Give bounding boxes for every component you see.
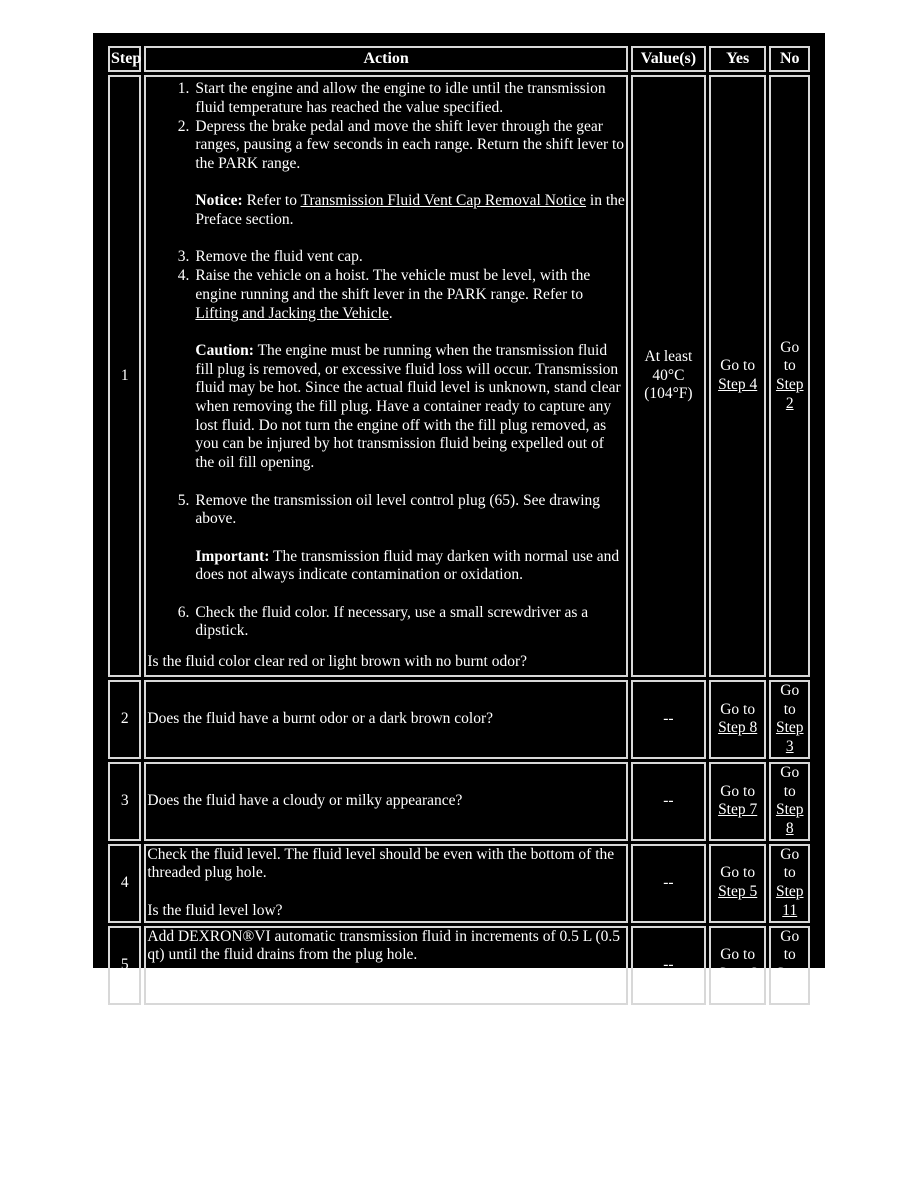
value-cell: -- [631,926,706,1005]
step-question: Did you add more than 1.5 L (1.6 qt) to the transmission? [147,983,504,1001]
notice-label: Notice: [195,192,243,210]
yes-cell: Go to Step 7 [709,762,767,841]
goto-step-link[interactable]: Step 6 [718,965,758,983]
no-cell: Go to Step 8 [769,762,810,841]
list-item: 1. Start the engine and allow the engine to idle until the transmission fluid temperature has reached the value specified. [177,80,606,116]
step-question: Is the fluid level low? [147,901,283,919]
step-number: 2 [108,680,141,759]
goto-step-link[interactable]: 11 [782,983,798,1001]
step-number: 5 [108,926,141,1005]
caution-note: Caution: The engine must be running when the transmission fluid fill plug is removed, or excessive fluid loss will occur. Transmission fluid may be hot. Since the actual fluid level is unknown, stand clear when removing the fill plug. Have a container ready to capture any lost fluid. Do not turn the engine off with the fill plug removed, as you can be injured by hot transmission fluid being expelled out of the oil fill opening. [195,341,621,472]
step-question: Does the fluid have a burnt odor or a dark brown color? [144,680,628,759]
no-cell: Go to Step 2 [769,75,810,677]
goto-step-link[interactable]: Step [775,719,804,737]
procedure-list [147,248,625,323]
step-number: 1 [108,75,141,677]
table-row-step-1 [108,75,810,677]
goto-step-link[interactable]: 11 [782,901,798,919]
goto-step-link[interactable]: 2 [785,394,794,412]
no-cell: Go to Step 11 [769,926,810,1005]
goto-step-link[interactable]: Step 4 [718,376,758,393]
action-cell [144,926,628,1005]
no-cell: Go to Step 3 [769,680,810,759]
header-step: Step [108,46,141,72]
action-cell [144,844,628,923]
goto-step-link[interactable]: Step 7 [718,801,758,819]
header-values: Value(s) [631,46,706,72]
diagnostic-table-page [93,33,825,1001]
list-item: 4. Raise the vehicle on a hoist. The vehicle must be level, with the engine running and the shift lever in the PARK range. Refer to Lifting and Jacking the Vehicle. [177,267,591,322]
value-cell: -- [631,762,706,841]
list-item: 2. Depress the brake pedal and move the shift lever through the gear ranges, pausing a few seconds in each range. Return the shift lever to the PARK range. [177,117,625,172]
procedure-list [147,492,625,529]
step-number: 4 [108,844,141,923]
yes-cell: Go to Step 6 [709,926,767,1005]
header-no: No [769,46,810,72]
table-row-step-5 [108,926,810,1005]
no-cell: Go to Step 11 [769,844,810,923]
step-instruction: Add DEXRON®VI automatic transmission fluid in increments of 0.5 L (0.5 qt) until the fluid drains from the plug hole. [147,927,621,964]
goto-step-link[interactable]: Step 8 [718,719,758,737]
procedure-list [147,604,625,641]
table-row-step-3 [108,762,810,841]
list-item: 5. Remove the transmission oil level control plug (65). See drawing above. [177,491,601,528]
lifting-jacking-link[interactable]: Lifting and Jacking the Vehicle [195,304,389,322]
step-question: Does the fluid have a cloudy or milky appearance? [144,762,628,841]
yes-cell: Go to Step 8 [709,680,767,759]
header-row [108,46,810,72]
yes-cell: Go to Step 4 [709,75,767,677]
header-yes: Yes [709,46,767,72]
goto-step-link[interactable]: Step 5 [718,883,758,901]
step-instruction: Check the fluid level. The fluid level should be even with the bottom of the threaded plug hole. [147,845,615,882]
goto-step-link[interactable]: Step [775,883,804,901]
table-row-step-4 [108,844,810,923]
important-note: Important: The transmission fluid may darken with normal use and does not always indicate contamination or oxidation. [195,547,620,584]
goto-step-link[interactable]: 8 [785,819,794,837]
list-item: 6. Check the fluid color. If necessary, use a small screwdriver as a dipstick. [177,603,589,640]
goto-step-link[interactable]: Step [775,965,804,983]
list-item: 3. Remove the fluid vent cap. [177,248,363,266]
goto-step-link[interactable]: 3 [785,738,794,756]
table-row-step-2 [108,680,810,759]
goto-step-link[interactable]: Step [775,801,804,819]
important-label: Important: [195,547,270,565]
value-cell: -- [631,844,706,923]
goto-step-link[interactable]: Step [775,376,804,393]
step-number: 3 [108,762,141,841]
vent-cap-notice-link[interactable]: Transmission Fluid Vent Cap Removal Notice [300,192,587,210]
yes-cell: Go to Step 5 [709,844,767,923]
notice-note: Notice: Refer to Transmission Fluid Vent Cap Removal Notice in the Preface section. [195,192,625,229]
value-cell: At least 40°C (104°F) [631,75,706,677]
diagnostic-table [105,43,813,1008]
caution-label: Caution: [195,341,254,359]
action-cell [144,75,628,677]
procedure-list [147,80,625,174]
step-question: Is the fluid color clear red or light brown with no burnt odor? [147,653,528,671]
header-action: Action [144,46,628,72]
value-cell: -- [631,680,706,759]
